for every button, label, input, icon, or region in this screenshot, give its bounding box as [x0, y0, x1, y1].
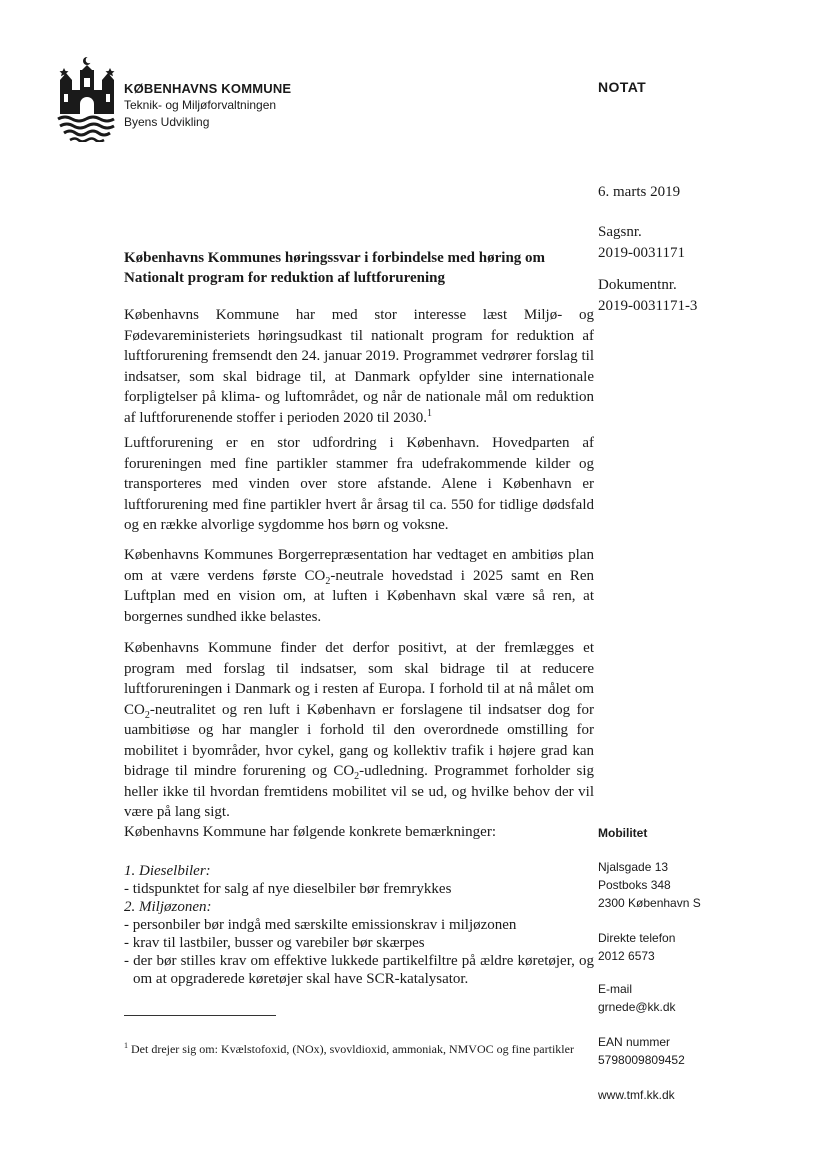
subscript: 2 — [354, 771, 360, 782]
phone-block — [598, 929, 675, 965]
address-pobox: Postboks 348 — [598, 878, 671, 892]
paragraph-3-text-b: -neutrale hovedstad i 2025 samt en Ren Luftplan med en vision om, at luften i København skal være så ren, at borgernes sundhed ikke belastes. — [124, 567, 595, 625]
case-number-label: Sagsnr. — [598, 224, 642, 240]
paragraph-5 — [124, 822, 594, 843]
email-label: E-mail — [598, 982, 633, 996]
document-type: NOTAT — [598, 79, 647, 95]
title-line-2: Nationalt program for reduktion af luftforurening — [124, 270, 445, 286]
paragraph-4-text-b: -neutralitet og ren luft i København er forslagene til indsatser dog for uambitiøse og har mangler i forhold til den overordnede omstilling for mobilitet i byområder, hvor cykel, gang og kollektiv trafik i højere grad kan bidrage til mindre forurening og CO — [124, 701, 594, 779]
footnote-text: Det drejer sig om: Kvælstofoxid, (NOx), svovldioxid, ammoniak, NMVOC og fine partikler — [131, 1042, 574, 1056]
phone-number: 2012 6573 — [598, 949, 655, 963]
paragraph-1-text: Københavns Kommune har med stor interesse læst Miljø- og Fødevareministeriets høringsudkast til nationalt program for reduktion af luftforurening fremsendt den 24. januar 2019. Programmet vedrører forslag til indsatser, som skal bidrage til, at Danmark opfylder sine internationale forpligtelser på klima- og luftområdet, og når de nationale mål om reduktion af luftforurenende stoffer i perioden 2020 til 2030. — [124, 307, 594, 426]
ean-label: EAN nummer — [598, 1035, 671, 1049]
list-item: - krav til lastbiler, busser og varebiler bør skærpes — [124, 935, 425, 951]
email-block — [598, 980, 676, 1016]
phone-label: Direkte telefon — [598, 931, 676, 945]
paragraph-5-text: Københavns Kommune har følgende konkrete bemærkninger: — [124, 824, 496, 840]
document-title — [124, 248, 594, 288]
remarks-list — [124, 862, 594, 988]
footnote-reference: 1 — [426, 407, 432, 419]
org-unit: Byens Udvikling — [124, 115, 210, 129]
website-link[interactable]: www.tmf.kk.dk — [598, 1088, 675, 1102]
footnote-mark: 1 — [124, 1041, 128, 1050]
case-number-block — [598, 222, 685, 264]
subscript: 2 — [144, 709, 150, 721]
paragraph-3 — [124, 545, 594, 627]
footnote — [124, 1041, 594, 1057]
paragraph-4-text-a: Københavns Kommune finder det derfor positivt, at der fremlægges et program med forslag til indsatser, som skal bidrage til at reducere luftforureningen i Danmark og i resten af Europa. I forhold til at nå målet om CO — [124, 640, 594, 718]
address-block — [598, 858, 701, 912]
document-number-label: Dokumentnr. — [598, 277, 677, 293]
case-number: 2019-0031171 — [598, 245, 685, 261]
document-date: 6. marts 2019 — [598, 184, 681, 200]
list-item: - personbiler bør indgå med særskilte emissionskrav i miljøzonen — [124, 917, 517, 933]
org-name: KØBENHAVNS KOMMUNE — [124, 81, 292, 96]
address-city: 2300 København S — [598, 896, 701, 910]
organization-block — [124, 80, 291, 131]
list-item: - der bør stilles krav om effektive lukkede partikelfiltre på ældre køretøjer, og om at opgraderede køretøjer skal have SCR-katalysator. — [124, 953, 594, 987]
paragraph-3-text-a: Københavns Kommunes Borgerrepræsentation har vedtaget en ambitiøs plan om at være verdens første CO — [124, 547, 594, 584]
list-item: - tidspunktet for salg af nye dieselbiler bør fremrykkes — [124, 881, 452, 897]
subscript: 2 — [325, 575, 331, 587]
document-number-block — [598, 275, 697, 317]
copenhagen-coat-of-arms-icon — [56, 56, 118, 142]
org-department: Teknik- og Miljøforvaltningen — [124, 98, 277, 112]
remark-heading-diesel: 1. Dieselbiler: — [124, 863, 211, 879]
sidebar-department-title: Mobilitet — [598, 826, 648, 840]
paragraph-2-text: Luftforurening er en stor udfordring i København. Hovedparten af forureningen med fine partikler stammer fra udefrakommende kilder og transporteres med vinden over store afstande. Alene i København er luftforurening med fine partikler hvert år årsag til ca. 550 for tidlige dødsfald og en række alvorlige sygdomme hos børn og voksne. — [124, 435, 594, 533]
remark-heading-environment-zone: 2. Miljøzonen: — [124, 899, 212, 915]
ean-number: 5798009809452 — [598, 1053, 685, 1067]
title-line-1: Københavns Kommunes høringssvar i forbindelse med høring om — [124, 250, 546, 266]
ean-block — [598, 1033, 685, 1069]
address-street: Njalsgade 13 — [598, 860, 669, 874]
paragraph-4 — [124, 638, 594, 823]
paragraph-2 — [124, 433, 594, 536]
footnote-divider — [124, 1015, 276, 1016]
paragraph-1 — [124, 305, 594, 428]
paragraph-4-text-c: -udledning. Programmet forholder sig heller ikke til hvordan fremtidens mobilitet vil se ud, og hvilke behov der vil være på lang sigt. — [124, 763, 594, 820]
document-number: 2019-0031171-3 — [598, 298, 698, 314]
email-address[interactable]: grnede@kk.dk — [598, 1000, 676, 1014]
